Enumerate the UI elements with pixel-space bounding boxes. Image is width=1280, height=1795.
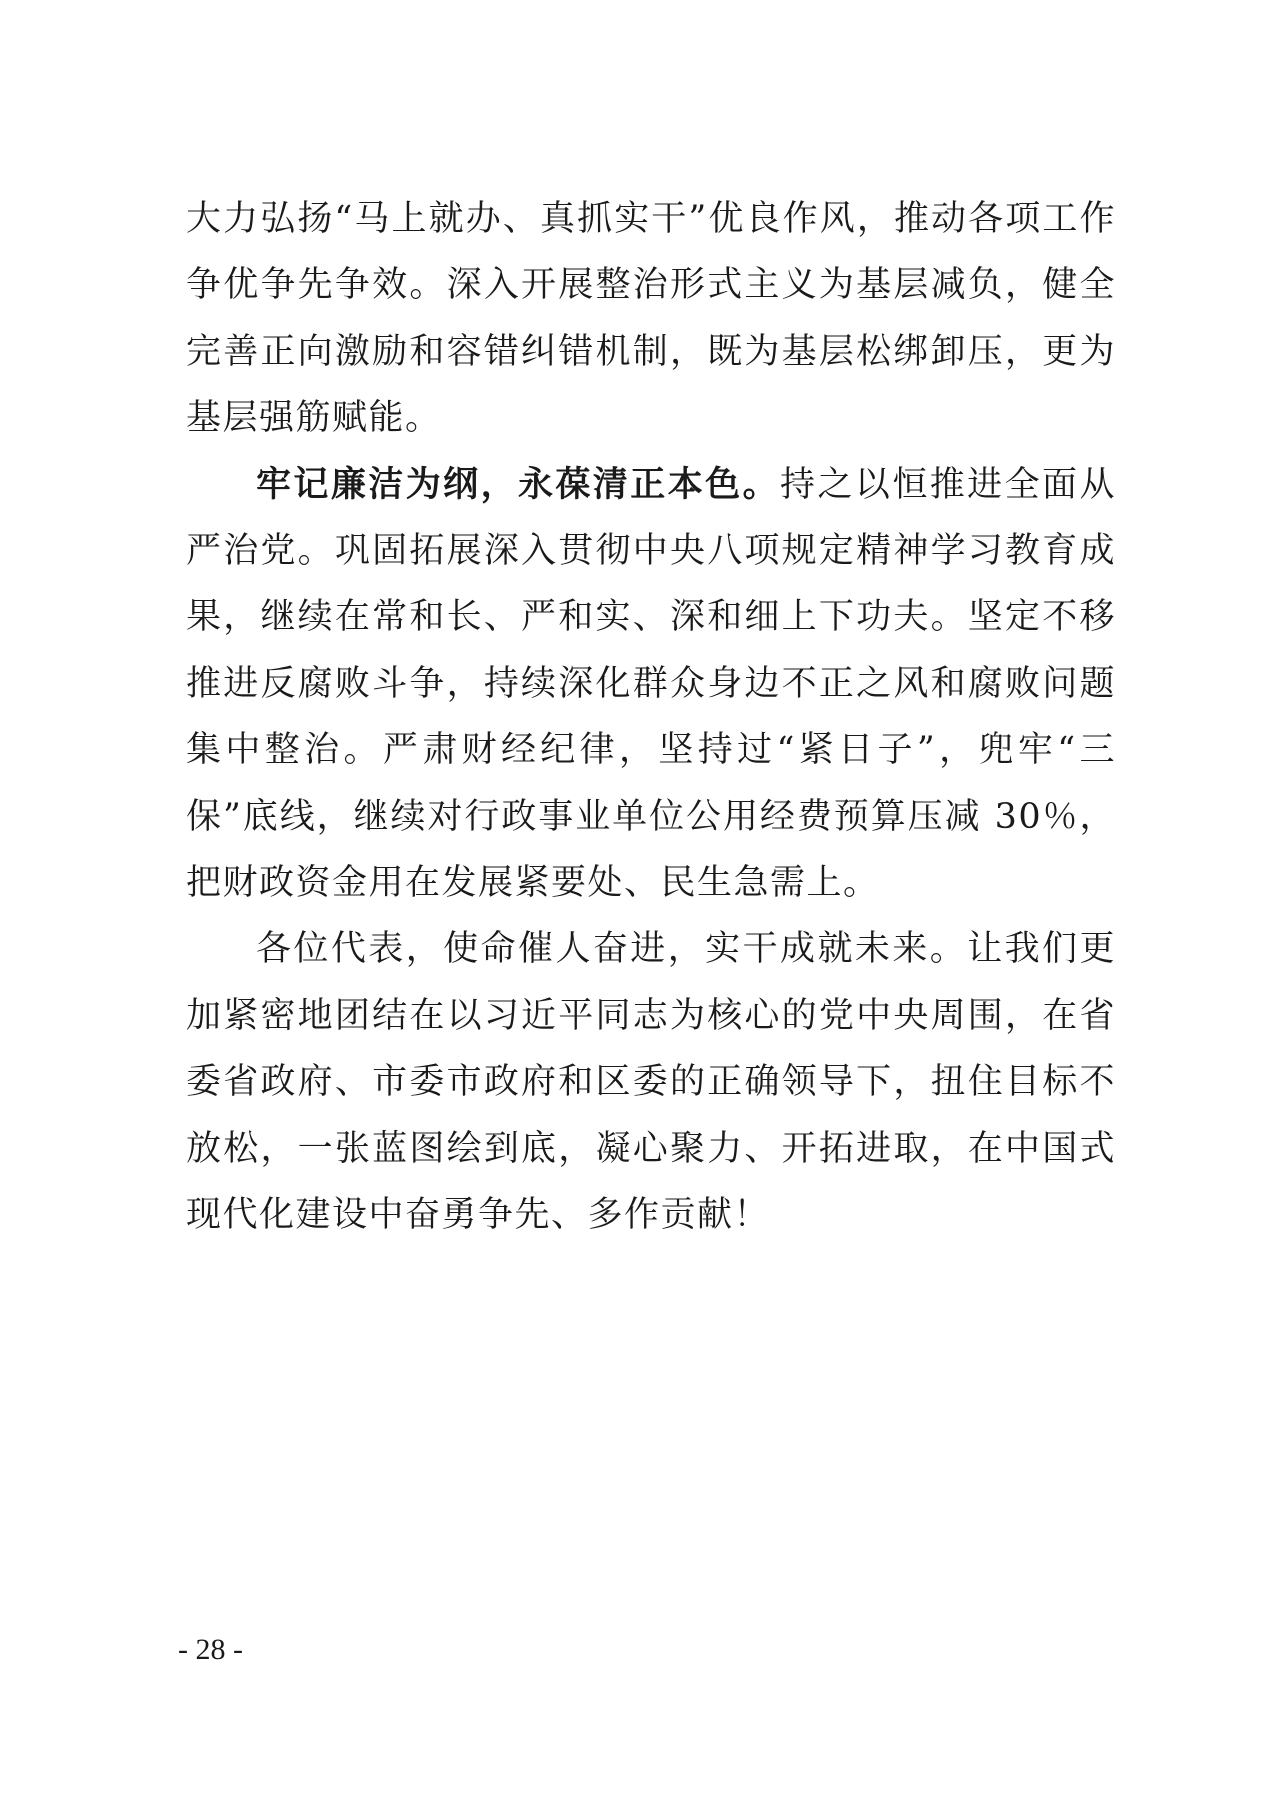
paragraph-text: 持之以恒推进全面从严治党。巩固拓展深入贯彻中央八项规定精神学习教育成果，继续在常和长、严和实、深和细上下功夫。坚定不移推进反腐败斗争，持续深化群众身边不正之风和腐败问题集中整治。严肃财经纪律，坚持过“紧日子”，兜牢“三保”底线，继续对行政事业单位公用经费预算压减 30％，把财政资金用在发展紧要处、民生急需上。 bbox=[186, 464, 1116, 904]
paragraph-text: 各位代表，使命催人奋进，实干成就未来。让我们更加紧密地团结在以习近平同志为核心的党中央周围，在省委省政府、市委市政府和区委的正确领导下，扭住目标不放松，一张蓝图绘到底，凝心聚力、开拓进取，在中国式现代化建设中奋勇争先、多作贡献！ bbox=[186, 929, 1116, 1236]
paragraph-heading: 牢记廉洁为纲，永葆清正本色。 bbox=[256, 463, 781, 505]
page-number: - 28 - bbox=[178, 1633, 243, 1666]
paragraph-continuation bbox=[186, 186, 1116, 452]
body-text bbox=[186, 186, 1116, 1249]
paragraph-text: 大力弘扬“马上就办、真抓实干”优良作风，推动各项工作争优争先争效。深入开展整治形式主义为基层减负，健全完善正向激励和容错纠错机制，既为基层松绑卸压，更为基层强筋赋能。 bbox=[186, 199, 1116, 439]
paragraph-integrity bbox=[186, 452, 1116, 917]
paragraph-closing bbox=[186, 916, 1116, 1248]
